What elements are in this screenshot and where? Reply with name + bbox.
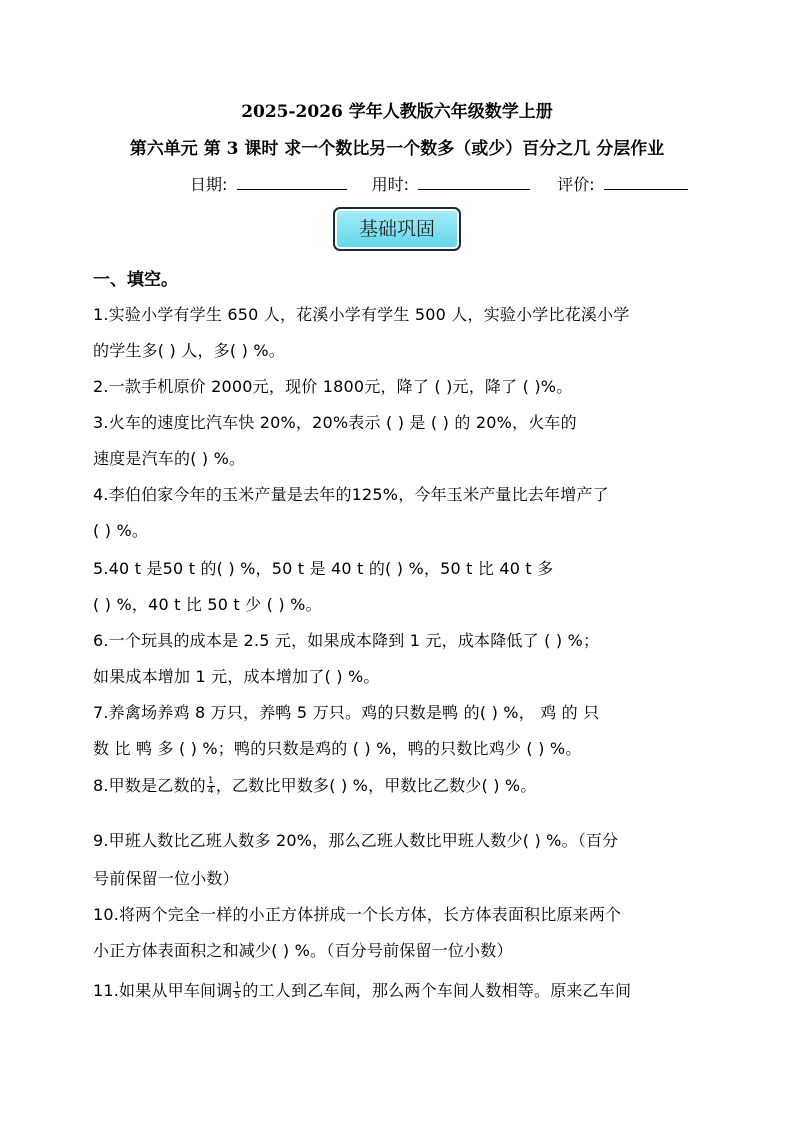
q11-prefix: 11.如果从甲车间调 [93,981,233,1000]
question-line: 号前保留一位小数） [93,869,239,888]
question-line: 1.实验小学有学生 650 人，花溪小学有学生 500 人，实验小学比花溪小学 [93,305,630,324]
question-line: 如果成本增加 1 元，成本增加了( ) %。 [93,667,380,686]
question-line: ( ) %，40 t 比 50 t 少 ( ) %。 [93,595,322,614]
date-blank[interactable] [237,175,347,190]
question-line: 9.甲班人数比乙班人数多 20%，那么乙班人数比甲班人数少( ) %。（百分 [93,831,619,850]
q8-suffix: ，乙数比甲数多( ) %，甲数比乙数少( ) %。 [215,776,537,795]
fraction-one-fifth [233,982,241,1001]
q8-prefix: 8.甲数是乙数的 [93,776,206,795]
question-line: 速度是汽车的( ) %。 [93,449,246,468]
fraction-numerator: 1 [234,981,241,991]
fraction-denominator: 4 [207,786,214,796]
q11-suffix: 的工人到乙车间，那么两个车间人数相等。原来乙车间 [242,981,632,1000]
question-line: 7.养禽场养鸡 8 万只，养鸭 5 万只。鸡的只数是鸭 的( ) %， 鸡 的 只 [93,703,600,722]
question-line: 6.一个玩具的成本是 2.5 元，如果成本降到 1 元，成本降低了 ( ) %； [93,631,600,650]
date-label: 日期: [190,175,228,194]
worksheet-title: 2025-2026 学年人教版六年级数学上册 [241,102,553,122]
eval-blank[interactable] [604,175,688,190]
worksheet-subtitle: 第六单元 第 3 课时 求一个数比另一个数多（或少）百分之几 分层作业 [129,139,665,159]
question-line: 2.一款手机原价 2000元，现价 1800元，降了 ( )元，降了 ( )%。 [93,377,573,396]
eval-label: 评价: [557,175,595,194]
fraction-numerator: 1 [207,776,214,786]
section-heading: 一、填空。 [93,270,178,290]
fraction-denominator: 5 [234,991,241,1001]
question-line: 4.李伯伯家今年的玉米产量是去年的125%，今年玉米产量比去年增产了 [93,485,609,504]
question-line: 10.将两个完全一样的小正方体拼成一个长方体，长方体表面积比原来两个 [93,905,622,924]
question-line: 小正方体表面积之和减少( ) %。（百分号前保留一位小数） [93,941,513,960]
question-line-11 [93,978,631,1001]
time-label: 用时: [371,175,409,194]
section-badge: 基础巩固 [333,207,461,251]
question-line: ( ) %。 [93,521,149,540]
fraction-one-quarter [207,777,215,796]
time-blank[interactable] [418,175,530,190]
question-line: 的学生多( ) 人，多( ) %。 [93,341,285,360]
question-line: 5.40 t 是50 t 的( ) %，50 t 是 40 t 的( ) %，50 t 比 40 t 多 [93,559,554,578]
question-line-8 [93,773,537,796]
question-line: 3.火车的速度比汽车快 20%，20%表示 ( ) 是 ( ) 的 20%，火车的 [93,413,577,432]
meta-row [190,172,688,195]
question-line: 数 比 鸭 多 ( ) %；鸭的只数是鸡的 ( ) %，鸭的只数比鸡少 ( ) %。 [93,739,582,758]
